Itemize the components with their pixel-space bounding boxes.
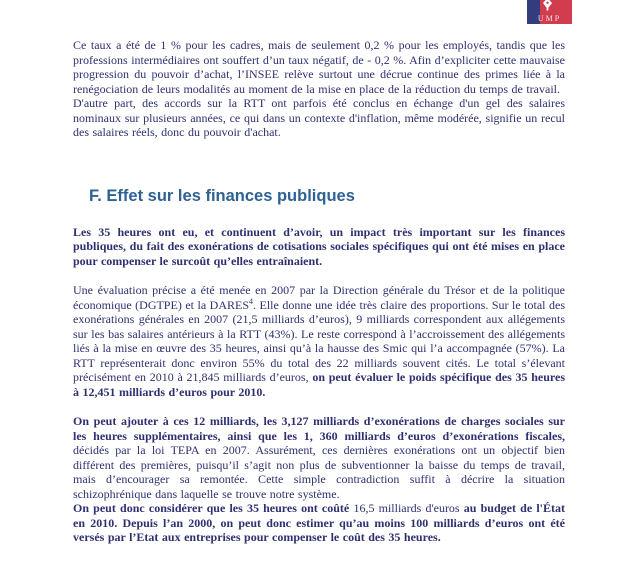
ump-logo xyxy=(527,0,572,24)
paragraph-evaluation-dgtpe: Une évaluation précise a été menée en 2007 par la Direction générale du Trésor et de la politique économique (DGTPE) et la DARES$^4$. Elle donne une idée très claire des proportions. Sur le total des exonérations générales en 2007 (21,5 milliards d’euros), 9 milliards correspondent aux allégements sur les bas salaires antérieurs à la RTT (43%). Le reste correspond à l’accroissement des allégements liés à la mise en œuvre des 35 heures, ainsi qu’à la hausse des Smic qui l’a accompagnée (57%). La RTT représenterait donc environ 55% du total des 22 milliards souvent cités. Le total s’élevant précisément en 2010 à 21,845 milliards d’euros, on peut évaluer le poids spécifique des 35 heures à 12,451 milliards d’euros pour 2010. xyxy=(73,283,565,399)
document-text-block xyxy=(73,38,565,545)
paragraph-exonerations-tepa: On peut ajouter à ces 12 milliards, les 3,127 milliards d’exonérations de charges sociales sur les heures supplémentaires, ainsi que les 1, 360 milliards d’euros d’exonérations fiscales, décidés par la loi TEPA en 2007. Assurément, ces dernières exonérations ont un objectif bien différent des premières, puisqu’il s’agit non plus de subventionner la baisse du temps de travail, mais d’encourager sa remontée. Cette simple contradiction suffit à décrire la situation schizophrénique dans laquelle se trouve notre système. xyxy=(73,414,565,501)
paragraph-cout-etat: On peut donc considérer que les 35 heures ont coûté 16,5 milliards d'euros au budget de l'État en 2010. Depuis l’an 2000, on peut donc estimer qu’au moins 100 milliards d’euros ont été versés par l’Etat aux entreprises pour compenser le coût des 35 heures. xyxy=(73,501,565,544)
section-heading: F. Effet sur les finances publiques xyxy=(89,186,355,205)
paragraph-taux-cadres: Ce taux a été de 1 % pour les cadres, mais de seulement 0,2 % pour les employés, tandis que les professions intermédiaires ont souffert d’un taux négatif, de - 0,2 %. Afin d’expliciter cette mauvaise progression du pouvoir d’achat, l’INSEE relève surtout une décrue continue des primes liée à la renégociation de leurs modalités au moment de la mise en place de la réduction du temps de travail. xyxy=(73,38,565,96)
ump-logo-text: UMP xyxy=(537,14,562,23)
tree-icon xyxy=(541,0,554,11)
paragraph-impact-finances: Les 35 heures ont eu, et continuent d’avoir, un impact très important sur les finances publiques, du fait des exonérations de cotisations sociales spécifiques qui ont été mises en place pour compenser le surcoût qu’elles entraînaient. xyxy=(73,224,565,268)
paragraph-accords-rtt: D'autre part, des accords sur la RTT ont parfois été conclus en échange d'un gel des salaires nominaux sur plusieurs années, ce qui dans un contexte d'inflation, même modérée, signifie un recul des salaires réels, donc du pouvoir d'achat. xyxy=(73,96,565,139)
